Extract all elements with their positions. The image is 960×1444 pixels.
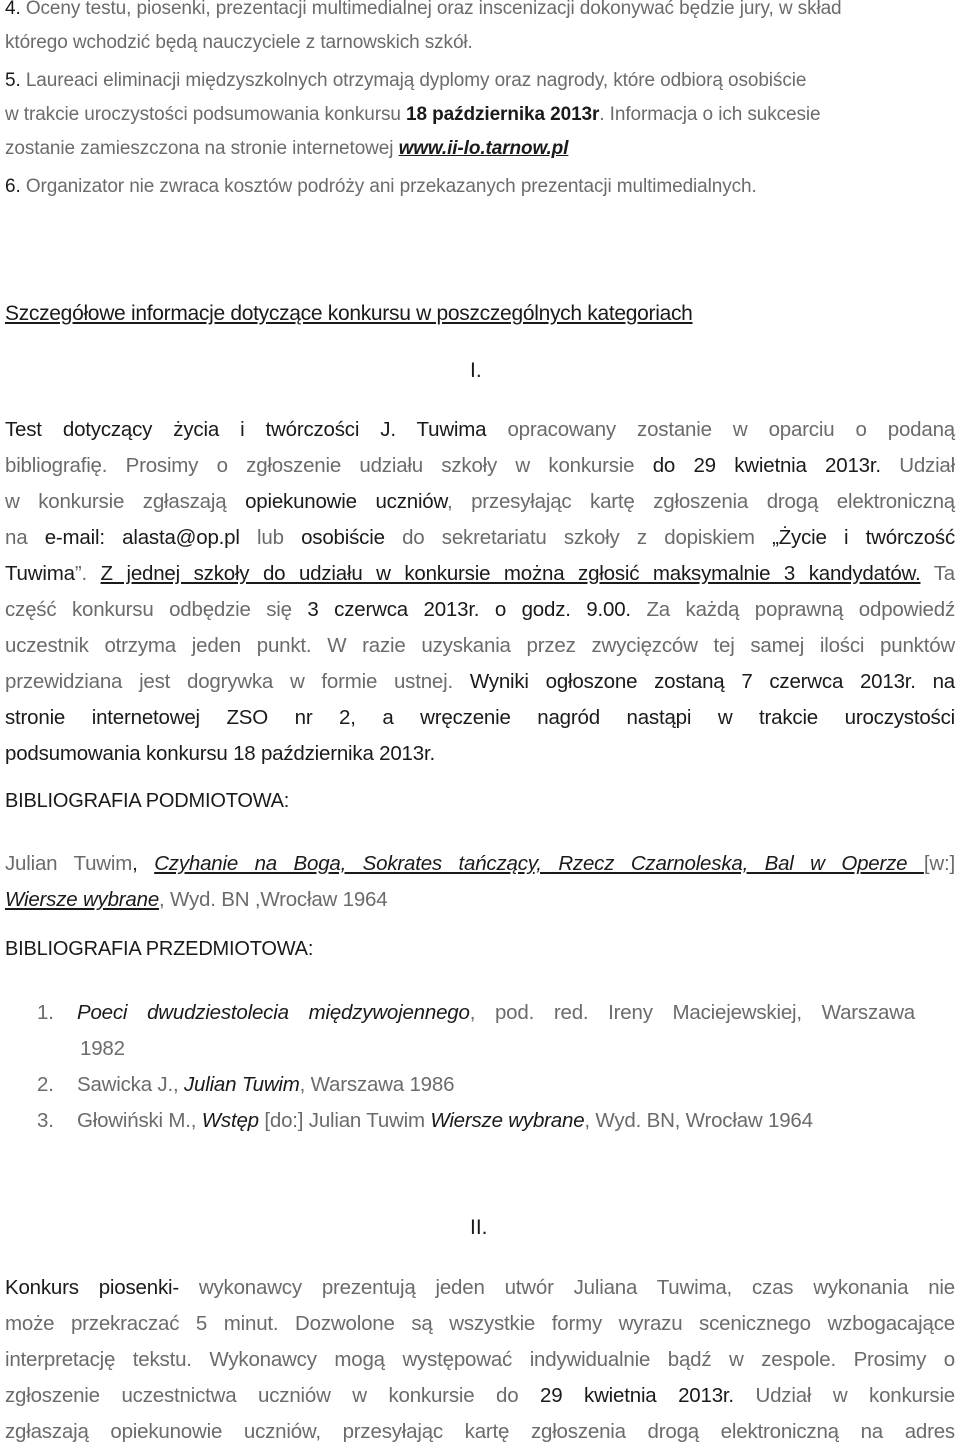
section2-line4: zgłoszenie uczestnictwa uczniów w konkursie do 29 kwietnia 2013r. Udział w konkursie [5,1384,955,1407]
results-date: Wyniki ogłoszone zostaną 7 czerwca 2013r. na [469,670,955,693]
list-item-6 [5,170,955,204]
list-text: Oceny testu, piosenki, prezentacji multimedialnej oraz inscenizacji dokonywać będzie jury, w skład [25,0,842,19]
section1-line1: Test dotyczący życia i twórczości J. Tuwima opracowany zostanie w oparciu o podaną [5,418,955,441]
song-registration-deadline: 29 kwietnia 2013r. [540,1384,734,1407]
list-item-5-line1 [5,64,955,98]
bibliography-secondary-item-3: 3. Głowiński M., Wstęp [do:] Julian Tuwim Wiersze wybrane, Wyd. BN, Wrocław 1964 [0,1103,955,1139]
list-item-4-line1 [5,0,955,26]
list-number: 1. [37,1001,54,1024]
bibliography-primary-line2: Wiersze wybrane, Wyd. BN ,Wrocław 1964 [5,888,388,911]
section1-line2: bibliografię. Prosimy o zgłoszenie udziału szkoły w konkursie do 29 kwietnia 2013r. Udział [5,454,955,477]
bibliography-secondary-item-1: 1. Poeci dwudziestolecia międzywojennego, pod. red. Ireny Maciejewskiej, Warszawa [0,995,955,1031]
section1-line5: Tuwima”. Z jednej szkoły do udziału w konkursie można zgłosić maksymalnie 3 kandydatów. Ta [5,562,955,585]
section1-line3: w konkursie zgłaszają opiekunowie uczniów, przesyłając kartę zgłoszenia drogą elektroniczną [5,490,955,513]
section2-line3: interpretację tekstu. Wykonawcy mogą występować indywidualnie bądź w zespole. Prosimy o [5,1348,955,1371]
section1-line7: uczestnik otrzyma jeden punkt. W razie uzyskania przez zwycięzców tej samej ilości punktów [5,634,955,657]
section1-line10: podsumowania konkursu 18 października 2013r. [5,742,435,765]
bibliography-primary-line1: Julian Tuwim, Czyhanie na Boga, Sokrates tańczący, Rzecz Czarnoleska, Bal w Operze [w:] [5,852,955,875]
section2-line2: może przekraczać 5 minut. Dozwolone są wszystkie formy wyrazu scenicznego wzbogacające [5,1312,955,1335]
list-number: 2. [37,1073,54,1096]
test-title: Test dotyczący życia i twórczości J. Tuwima [5,418,487,441]
list-text: Organizator nie zwraca kosztów podróży ani przekazanych prezentacji multimedialnych. [25,176,757,197]
max-candidates-note: Z jednej szkoły do udziału w konkursie można zgłosić maksymalnie 3 kandydatów. [100,562,921,585]
award-date: 18 października 2013r [406,104,600,125]
list-text: . Informacja o ich sukcesie [599,104,821,125]
details-heading: Szczegółowe informacje dotyczące konkursu w poszczególnych kategoriach [5,302,693,325]
list-item-5-line2 [5,98,955,132]
section1-line8: przewidziana jest dogrywka w formie ustnej. Wyniki ogłoszone zostaną 7 czerwca 2013r. na [5,670,955,693]
bibliography-secondary-heading: BIBLIOGRAFIA PRZEDMIOTOWA: [5,938,314,960]
list-text: zostanie zamieszczona na stronie internetowej [5,138,399,159]
list-text: Laureaci eliminacji międzyszkolnych otrzymają dyplomy oraz nagrody, które odbiorą osobiście [25,70,807,91]
list-item-4-line2 [5,26,955,60]
school-website-link[interactable]: www.ii-lo.tarnow.pl [398,138,569,159]
list-number: 5. [5,70,21,91]
registration-deadline: do 29 kwietnia 2013r. [652,454,881,477]
contact-email[interactable]: e-mail: alasta@op.pl [44,526,240,549]
section-number-2: II. [470,1216,488,1239]
section1-line9: stronie internetowej ZSO nr 2, a wręczenie nagród nastąpi w trakcie uroczystości [5,706,955,729]
list-text: którego wchodzić będą nauczyciele z tarnowskich szkół. [5,32,473,53]
list-number: 4. [5,0,21,19]
list-number: 3. [37,1109,54,1132]
list-item-5-line3 [5,132,955,166]
test-date: 3 czerwca 2013r. o godz. 9.00. [307,598,631,621]
section-number-1: I. [470,359,482,382]
list-number: 6. [5,176,21,197]
list-text: w trakcie uroczystości podsumowania konkursu [5,104,407,125]
book-title: Wiersze wybrane [5,888,160,911]
bibliography-primary-heading: BIBLIOGRAFIA PODMIOTOWA: [5,790,290,812]
section1-line6: część konkursu odbędzie się 3 czerwca 2013r. o godz. 9.00. Za każdą poprawną odpowiedź [5,598,956,621]
section2-line5: zgłaszają opiekunowie uczniów, przesyłając kartę zgłoszenia drogą elektroniczną na adres [5,1420,955,1443]
song-contest-title: Konkurs piosenki- [5,1276,179,1299]
poem-titles: Czyhanie na Boga, Sokrates tańczący, Rzecz Czarnoleska, Bal w Operze [154,852,924,875]
section1-line4: na e-mail: alasta@op.pl lub osobiście do sekretariatu szkoły z dopiskiem „Życie i twórczość [5,526,955,549]
bibliography-secondary-item-2: 2. Sawicka J., Julian Tuwim, Warszawa 1986 [0,1067,955,1103]
bibliography-secondary-item-1-cont: 1982 [80,1037,125,1060]
section2-line1: Konkurs piosenki- wykonawcy prezentują jeden utwór Juliana Tuwima, czas wykonania nie [5,1276,955,1299]
